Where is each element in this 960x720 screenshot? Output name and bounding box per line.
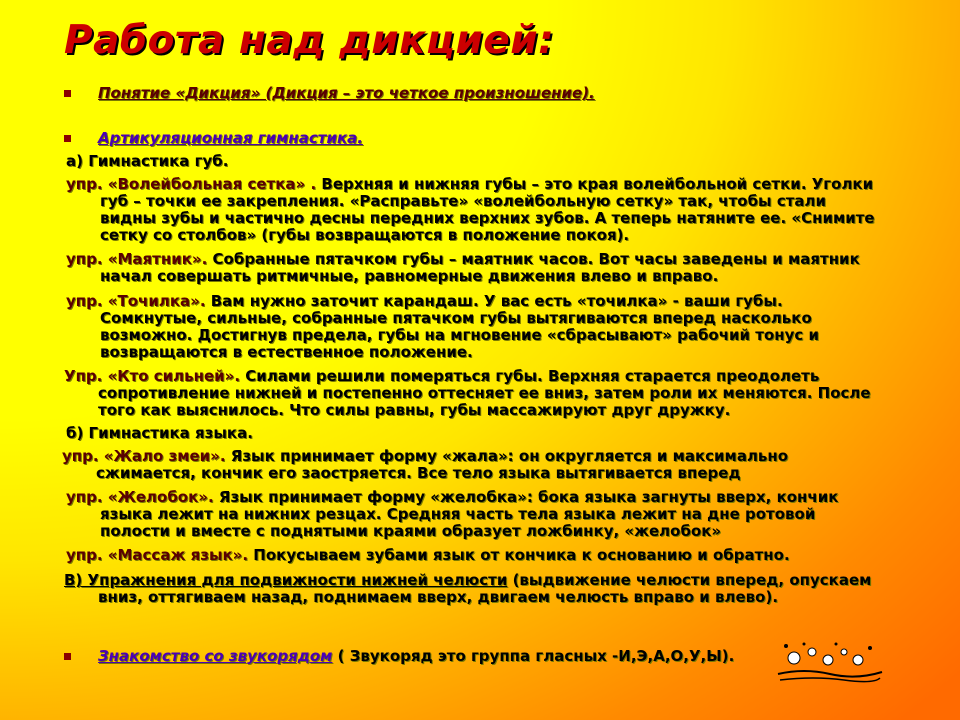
exercise-text: Собранные пятачком губы – маятник часов. Вот часы заведены и маятник начал совершать ритмичные, равномерные движения влево и вправо. <box>100 250 860 285</box>
bubbles-clipart-icon <box>774 638 884 688</box>
section-tongue: б) Гимнастика языка. <box>66 424 253 442</box>
exercise-who-stronger <box>64 368 898 419</box>
bullet-articulation-link[interactable] <box>98 130 363 147</box>
section-jaw-title: В) Упражнения для подвижности нижней челюсти <box>64 571 508 589</box>
section-jaw <box>64 572 898 606</box>
exercise-name: упр. «Маятник». <box>66 250 208 268</box>
section-lips: а) Гимнастика губ. <box>66 152 229 170</box>
exercise-volleyball-net <box>66 176 880 244</box>
exercise-name: упр. «Массаж язык». <box>66 546 249 564</box>
exercise-text: Верхняя и нижняя губы – это края волейбольной сетки. Уголки губ – точки ее закрепления. «Расправьте» «волейбольную сетку» так, чтобы стали видны зубы и частично десны передних верхних зубов. А теперь натяните ее. «Снимите сетку со столбов» (губы возвращаются в положение покоя). <box>100 175 875 244</box>
exercise-text: Язык принимает форму «жала»: он округляется и максимально сжимается, кончик его заостряется. Все тело языка вытягивается вперед <box>96 447 789 482</box>
exercise-name: упр. «Точилка». <box>66 292 206 310</box>
section-jaw-text: (выдвижение челюсти вперед, опускаем вниз, оттягиваем назад, поднимаем вверх, двигаем челюсть вправо и влево). <box>98 571 872 606</box>
exercise-name: Упр. «Кто сильней». <box>64 367 241 385</box>
bullet-diction-text: Понятие «Дикция» (Дикция – это четкое произношение). <box>98 84 595 102</box>
exercise-groove <box>66 489 890 540</box>
bullet-marker-icon <box>64 653 71 660</box>
bullet-marker-icon <box>64 90 71 97</box>
bullet-diction <box>98 85 595 102</box>
exercise-pendulum <box>66 251 880 285</box>
exercise-sharpener <box>66 293 880 361</box>
exercise-name: упр. «Жало змеи». <box>62 447 226 465</box>
exercise-text: Вам нужно заточит карандаш. У вас есть «точилка» - ваши губы. Сомкнутые, сильные, собранные пятачком губы вытягиваются вперед насколько возможно. Достигнув предела, губы на мгновение «сбрасывают» рабочий тонус и возвращаются в естественное положение. <box>100 292 820 361</box>
exercise-snake-sting <box>62 448 886 482</box>
exercise-name: упр. «Желобок». <box>66 488 214 506</box>
exercise-text: Силами решили померяться губы. Верхняя старается преодолеть сопротивление нижней и постепенно оттесняет ее вниз, затем роли их меняются. После того как выяснилось. Что силы равны, губы массажируют друг дружку. <box>98 367 871 419</box>
exercise-name: упр. «Волейбольная сетка» . <box>66 175 317 193</box>
exercise-text: Язык принимает форму «желобка»: бока языка загнуты вверх, кончик языка лежит на нижних резцах. Средняя часть тела языка лежит на дне ротовой полости и вместе с поднятыми краями образует ложбинку, «желобок» <box>100 488 839 540</box>
bullet-marker-icon <box>64 135 71 142</box>
bullet-sound-row <box>98 648 734 665</box>
slide-title: Работа над дикцией: <box>64 18 555 63</box>
exercise-tongue-massage <box>66 547 790 564</box>
sound-row-text: ( Звукоряд это группа гласных -И,Э,А,О,У,Ы). <box>332 647 735 665</box>
bullet-articulation-text: Артикуляционная гимнастика. <box>98 129 363 147</box>
exercise-text: Покусываем зубами язык от кончика к основанию и обратно. <box>248 546 790 564</box>
sound-row-link[interactable]: Знакомство со звукорядом <box>98 647 333 665</box>
